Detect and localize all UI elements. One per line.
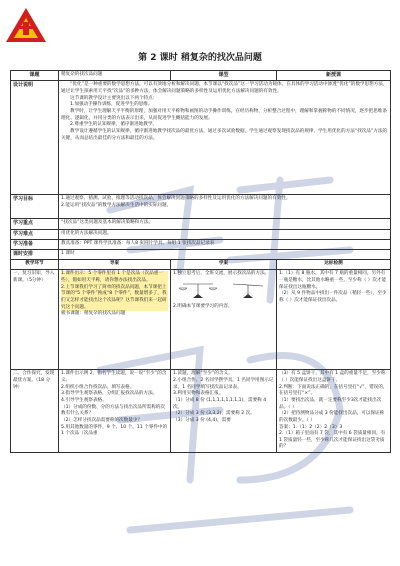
prep-label: 学习准备 [11,239,59,249]
guide-2-step: 1.课件出示例 2，指名学生读题，说一说“至少”的含义。 [61,371,167,383]
key-label: 学习重点 [11,219,59,229]
guide-2-step: （1）分成的份数、分的方法与找出次品所需称的次数有什么关系？ [61,404,165,417]
balance-scale-illustration [173,278,273,300]
study-2-step: 1.读题，理解“至少”的含义。 [173,371,233,377]
study-2-step: （3）分成 3 份 (4,4)，需要 [173,417,231,423]
school-logo [4,4,48,48]
check-2-item: 2.（1）箱子里面有 7 袋，其中有 6 袋质量相同，有 1 袋质量轻一些，至少称几次才能保证找出这袋劣质的？ [279,431,386,450]
design-paragraph: 2.尊重学生的认知规律，循序渐进地教学。 [70,122,158,128]
study-1 [171,270,277,370]
stage-2: 二、合作探究，发现最优方案。（18 分钟） [11,370,59,453]
study-2 [171,370,277,453]
guide-1 [59,270,171,370]
study-2-step: （1）分成 8 份 (1,1,1,1,1,1,1,1)，需要称 4 次。 [173,397,267,410]
design-label: 设计说明 [11,81,59,195]
guide-2-step: 4.引导学生观察表格。 [61,397,107,403]
check-1-item: （2）从 9 件物品中找出一件次品（稍轻一些），至少称（ ）次才能保证找出次品。 [279,291,387,303]
col-study: 学案 [171,260,277,270]
design-paragraph: 教学设计遵循学生的认知规律，循序渐进地教学找次品的最优方法，通过多次试验数据，学生通过观察发现找次品的规律，学生用优化的方法“找次品”方法的关键，从而总结出最佳的分方法和最佳的方法。 [61,128,388,141]
topic-label: 课题 [11,71,59,81]
design-paragraph: 1.加强动手操作训练，促进学生的思维。 [70,102,153,108]
col-guide: 导案 [59,260,171,270]
goals-label: 学习目标 [11,195,59,219]
study-1-step: 2.明确本节课要学习的内容。 [173,303,233,309]
topic-value: 稍复杂的找次品问题 [59,71,171,81]
check-2-item: 2.判断：下面说法正确的，在括号里打“√”，错误的，在括号里打“×”。 [279,384,388,397]
check-2-item: （1）要找出次品，就一定要称至少3次才能找出次品。（ ） [279,397,382,410]
guide-2 [59,370,171,453]
check-2-item: 答案：1.（1）2（2）2（3）3 [279,424,343,430]
design-paragraph: “优化”是一种重要的数学思想方法，可以有效地分析和解决问题。本节课以“找次品”这一学习活动为载体，在具体的学习活动中渗透“优化”的数学思想方法，通过让学生探索用天平找“次品”的多种方法，体会解决问题策略的多样性及运用优化方法解决问题的有效性。 [61,82,388,94]
guide-1-step: 1.课件出示：5 个零件里有 1 个是次品（次品重一些），假如用天平称，请你想办法找出次品。 [61,271,168,284]
design-paragraph: 教学时，让学生理解天平平衡的原理，加强对用天平称物和画图的动手操作训练，在经历称物、分析整合过程中，理解和掌握称物的不同情况，逐步把思维条理化、逻辑化，并用分类的方法表示出来，从而促进学生概括能力的发展。 [61,108,387,121]
difficulty-value: 用优化的方法解决问题。 [59,229,391,239]
prep-value: 教具准备：PPT 课件学具准备：每人8 张圆片学具，每组 1 张找次品记录表 [59,239,391,249]
arrange-value: 1 课时 [59,250,391,260]
study-2-step: 3.利用实物和表格汇报。 [173,391,224,397]
goal-item: 1.通过观察、猜测、试验、推理等活动找次品，体会解决问题策略的多样性及运用优化的方法解决问题的有效性。 [61,196,291,202]
guide-1-step: 2.上节课我们学习了简单的找次品问题，本节课把上节课的“5 个零件”换成“8 个零件”，数量增多了，我们又怎样才能找出这个次品呢？这节课我们来一起研究这个问题。 [61,284,167,310]
check-2-item: （3）有 5 盒饼干，其中有 1 盒的重量不足，至少称（ ）次能保证找出这盒饼干。 [279,371,386,383]
study-1-step: 1.独立思考后，全班交流，展示找次品的方法。 [173,271,270,277]
guide-2-step: （2）怎样分找次品需要称的次数最少？ [61,417,143,423]
goal-item: 2.能运用“找次品”的数学方法解决生活中的实际问题。 [61,202,172,208]
study-2-step: 2.小组合作。2 名同学摆学具，1 名同学用图示记录，1 名同学填写找次品记录表。 [173,377,274,390]
guide-2-step: 3.指导学生观察表格，分组汇报找次品的方法。 [61,391,158,397]
study-2-step: （2）分成 3 份 (3,3,2)，需要称 2 次。 [173,411,255,417]
stage-1: 一、复习旧知，导入新课。（5分钟） [11,270,59,370]
arrange-label: 课时安排 [11,250,59,260]
check-1 [277,270,391,370]
goals-text [59,195,391,219]
lesson-plan-table [10,70,391,453]
key-value: “找次品”这类问题及基本的解决策略和方法。 [59,219,391,229]
type-label: 课型 [171,71,277,81]
col-check: 达标检测 [277,260,391,270]
guide-2-step: 2.组织小组合作找次品，填写表格。 [61,384,135,390]
check-2-item: （2）把待测物品分成 3 份能找出次品，可以保证称的次数最少。（ ） [279,411,385,423]
col-stage: 教学环节 [11,260,59,270]
guide-1-step: 板书课题：稍复杂的找次品问题 [61,311,126,317]
check-1-item: 1.（1）有 8 瓶水，其中有 7 瓶的重量相同，另外有一瓶是糖水，比其他水略重一些，至少称（ ）次才能保证找出这瓶糖水。 [279,271,387,290]
design-paragraph: 这节课的教学设计主要突出以下两个特点： [70,95,158,101]
check-2 [277,370,391,453]
design-text [59,81,391,195]
guide-2-step: 5.用其他数量的零件，9 个、10 个、11 个零件中的 1 个次品（次品重 [61,424,168,437]
type-value: 新授课 [277,71,391,81]
lesson-title: 第 2 课时 稍复杂的找次品问题 [138,53,262,63]
difficulty-label: 学习难点 [11,229,59,239]
